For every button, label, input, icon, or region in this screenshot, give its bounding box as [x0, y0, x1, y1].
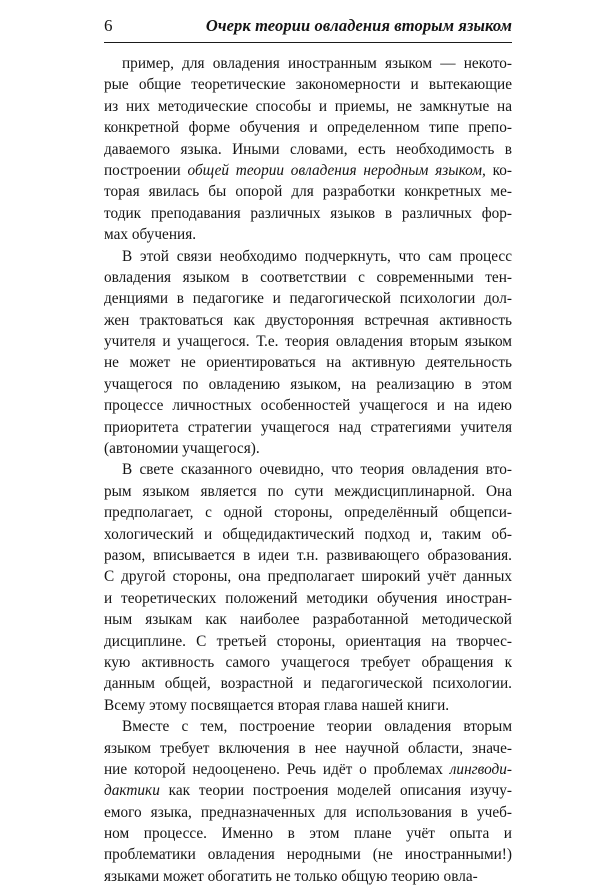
- text-line: овладения языком в соответствии с современными тен-: [104, 268, 512, 286]
- text-line: [104, 160, 512, 181]
- text-line: рые общие теоретические закономерности и вытекающие: [104, 76, 512, 94]
- text-line: ным языкам как наиболее разработанной методической: [104, 611, 512, 629]
- text-line: хологический и общедидактический подход и, таким об-: [104, 525, 512, 543]
- text-line: рым языком является по сути междисциплинарной. Она: [104, 482, 512, 500]
- text-line: и теоретических положений методики обучения иностран-: [104, 589, 512, 607]
- text-line: дисциплине. С третьей стороны, ориентация на творчес-: [104, 632, 512, 650]
- text-segment: построении: [104, 161, 188, 179]
- paragraph: [104, 716, 512, 887]
- text-line: языком требует включения в нее научной области, значе-: [104, 739, 512, 757]
- text-line: [104, 759, 512, 780]
- text-line: В свете сказанного очевидно, что теория овладения вто-: [122, 461, 512, 479]
- text-line: разом, вписывается в идеи т.н. развивающего образования.: [104, 546, 512, 564]
- text-line: конкретной форме обучения и определенном типе препо-: [104, 119, 512, 137]
- text-line: ном процессе. Именно в этом плане учёт опыта и: [104, 825, 512, 843]
- text-line: емого языка, предназначенных для использования в учеб-: [104, 803, 512, 821]
- text-line: данным общей, возрастной и педагогической психологии.: [104, 675, 512, 693]
- italic-term: лингводи-: [449, 760, 512, 778]
- text-line: языками может обогатить не только общую теорию овла-: [104, 867, 478, 885]
- text-line: даваемого языка. Иными словами, есть необходимость в: [104, 140, 512, 158]
- body-text: [104, 53, 512, 887]
- paragraph: [104, 459, 512, 716]
- page-number: 6: [104, 16, 113, 35]
- text-line: Всему этому посвящается вторая глава нашей книги.: [104, 696, 450, 714]
- text-line: [104, 780, 512, 801]
- text-segment: как теории построения моделей описания изучу-: [159, 782, 512, 800]
- text-line: (автономии учащегося).: [104, 440, 260, 458]
- text-line: не может не ориентироваться на активную деятельность: [104, 354, 512, 372]
- italic-term: дактики: [104, 782, 160, 800]
- paragraph: [104, 53, 512, 246]
- text-line: учащегося по овладению языком, на реализацию в этом: [104, 375, 512, 393]
- text-line: Вместе с тем, построение теории овладения вторым: [122, 718, 512, 736]
- paragraph: [104, 246, 512, 460]
- text-line: тодик преподавания различных языков в различных фор-: [104, 204, 512, 222]
- text-line: мах обучения.: [104, 226, 197, 244]
- text-segment: ние которой недооценено. Речь идёт о проблемах: [104, 760, 450, 778]
- text-line: предполагает, с одной стороны, определённый общепси-: [104, 504, 512, 522]
- text-line: кую активность самого учащегося требует обращения к: [104, 653, 512, 671]
- text-line: приоритета стратегии учащегося над стратегиями учителя: [104, 418, 512, 436]
- text-line: пример, для овладения иностранным языком — некото-: [122, 55, 512, 72]
- text-line: торая явилась бы опорой для разработки конкретных ме-: [104, 183, 512, 201]
- running-head: [104, 14, 512, 43]
- text-line: денциями в педагогике и педагогической психологии дол-: [104, 290, 512, 308]
- text-segment: ко-: [485, 161, 512, 179]
- text-line: процессе личностных особенностей учащегося и на идею: [104, 397, 512, 415]
- text-line: проблематики овладения неродными (не иностранными!): [104, 846, 512, 864]
- text-line: С другой стороны, она предполагает широкий учёт данных: [104, 568, 512, 586]
- text-line: учителя и учащегося. Т.е. теория овладения вторым языком: [104, 333, 512, 351]
- running-head-title: Очерк теории овладения вторым языком: [205, 16, 512, 35]
- italic-term: общей теории овладения неродным языком,: [187, 161, 486, 179]
- text-line: жен трактоваться как двусторонняя встречная активность: [104, 311, 512, 329]
- text-line: из них методические способы и приемы, не замкнутые на: [104, 97, 512, 115]
- text-line: В этой связи необходимо подчеркнуть, что сам процесс: [122, 247, 512, 265]
